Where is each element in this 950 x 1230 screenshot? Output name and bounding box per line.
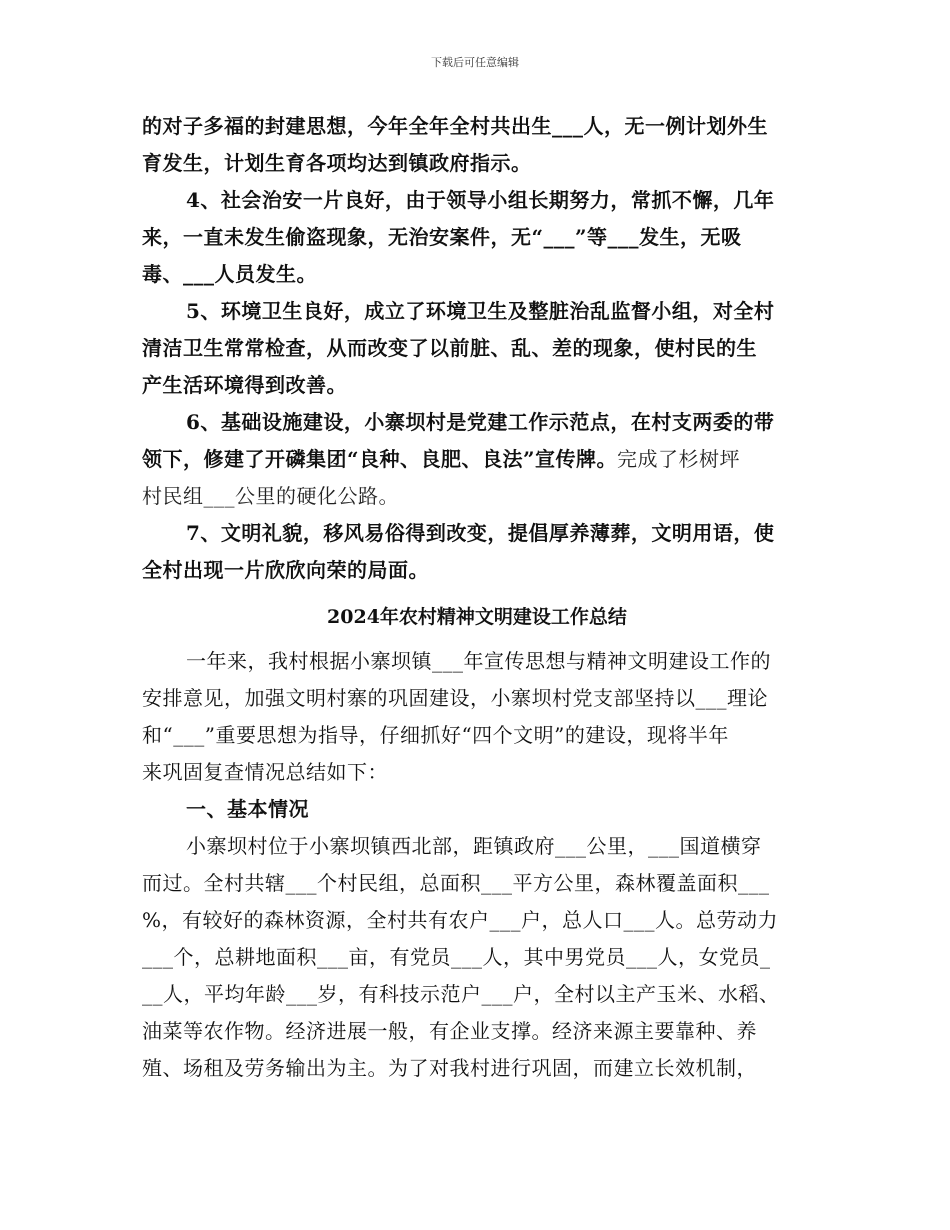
paragraph-line: 殖、场租及劳务输出为主。为了对我村进行巩固，而建立长效机制， bbox=[142, 1056, 757, 1080]
list-item-4: 4、社会治安一片良好，由于领导小组长期努力，常抓不懈，几年 bbox=[186, 188, 775, 212]
paragraph-line: 而过。全村共辖___个村民组，总面积___平方公里，森林覆盖面积___ bbox=[142, 871, 770, 895]
list-item-7: 7、文明礼貌，移风易俗得到改变，提倡厚养薄葬，文明用语，使 bbox=[186, 521, 775, 545]
paragraph-line: 小寨坝村位于小寨坝镇西北部，距镇政府___公里，___国道横穿 bbox=[186, 834, 762, 858]
paragraph-line: 安排意见，加强文明村寨的巩固建设，小寨坝村党支部坚持以___理论 bbox=[142, 686, 768, 710]
list-item-6: 6、基础设施建设，小寨坝村是党建工作示范点，在村支两委的带 bbox=[186, 410, 775, 434]
paragraph-line: 村民组___公里的硬化公路。 bbox=[142, 484, 399, 508]
paragraph-line: 一年来，我村根据小寨坝镇___年宣传思想与精神文明建设工作的 bbox=[186, 649, 771, 673]
paragraph-line bbox=[142, 441, 812, 478]
paragraph-line: 育发生，计划生育各项均达到镇政府指示。 bbox=[142, 151, 532, 175]
paragraph-line: 清洁卫生常常检查，从而改变了以前脏、乱、差的现象，使村民的生 bbox=[142, 336, 757, 360]
paragraph-line: 全村出现一片欣欣向荣的局面。 bbox=[142, 558, 429, 582]
paragraph-line: 和“___”重要思想为指导，仔细抓好“四个文明”的建设，现将半年 bbox=[142, 723, 729, 747]
paragraph-line: __人，平均年龄___岁，有科技示范户___户，全村以主产玉米、水稻、 bbox=[142, 982, 780, 1006]
section-heading: 一、基本情况 bbox=[186, 797, 309, 821]
document-title: 2024年农村精神文明建设工作总结 bbox=[327, 606, 627, 628]
paragraph-line: 油菜等农作物。经济进展一般，有企业支撑。经济来源主要靠种、养 bbox=[142, 1019, 757, 1043]
paragraph-line: 毒、___人员发生。 bbox=[142, 262, 317, 286]
paragraph-normal-segment: 完成了杉树坪 bbox=[617, 447, 741, 471]
paragraph-line: 来，一直未发生偷盗现象，无治安案件，无“___”等___发生，无吸 bbox=[142, 225, 742, 249]
paragraph-line: 来巩固复查情况总结如下： bbox=[142, 760, 388, 784]
list-item-5: 5、环境卫生良好，成立了环境卫生及整脏治乱监督小组，对全村 bbox=[186, 299, 775, 323]
paragraph-line: %，有较好的森林资源，全村共有农户___户，总人口___人。总劳动力 bbox=[142, 908, 779, 932]
paragraph-line: ___个，总耕地面积___亩，有党员___人，其中男党员___人，女党员_ bbox=[142, 945, 771, 969]
page-header: 下载后可任意编辑 bbox=[431, 56, 519, 69]
paragraph-bold-segment: 领下，修建了开磷集团“良种、良肥、良法”宣传牌。 bbox=[142, 447, 618, 471]
paragraph-line: 产生活环境得到改善。 bbox=[142, 373, 347, 397]
paragraph-line: 的对子多福的封建思想，今年全年全村共出生___人，无一例计划外生 bbox=[142, 114, 768, 138]
document-body bbox=[142, 108, 812, 1087]
